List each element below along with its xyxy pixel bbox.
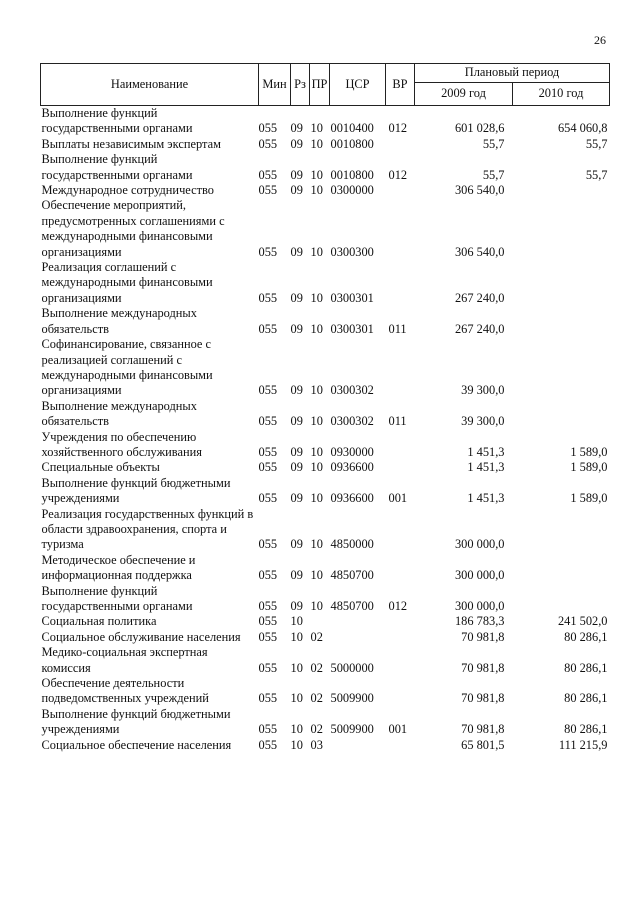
row-name: Выполнение функций бюджетными учреждениями <box>41 706 231 737</box>
row-value-2009: 70 981,8 <box>461 629 505 644</box>
row-value-2010: 1 589,0 <box>570 444 608 459</box>
row-rz: 09 <box>290 568 303 583</box>
row-min: 055 <box>258 321 278 336</box>
row-vr <box>386 430 415 461</box>
row-vr: 001 <box>388 722 408 737</box>
row-min: 055 <box>258 136 278 151</box>
row-min: 055 <box>258 244 278 259</box>
row-pr: 10 <box>310 183 323 198</box>
row-value-2009: 1 451,3 <box>467 460 505 475</box>
row-value-2010 <box>513 584 610 615</box>
row-pr: 10 <box>310 491 323 506</box>
row-vr <box>386 183 415 198</box>
row-csr: 0010800 <box>330 167 374 182</box>
row-value-2009: 186 783,3 <box>454 614 505 629</box>
row-name: Международное сотрудничество <box>41 183 214 198</box>
table-row <box>41 553 610 584</box>
row-value-2010: 241 502,0 <box>557 614 608 629</box>
row-value-2010: 111 215,9 <box>558 737 608 752</box>
row-pr: 10 <box>310 414 323 429</box>
row-vr <box>386 507 415 553</box>
row-pr: 10 <box>310 244 323 259</box>
row-vr: 001 <box>388 491 408 506</box>
table-row <box>41 507 610 553</box>
row-rz: 09 <box>290 599 303 613</box>
row-value-2009: 39 300,0 <box>461 414 505 429</box>
row-name: Выполнение функций государственными органами <box>41 106 193 136</box>
row-value-2010: 80 286,1 <box>564 660 608 675</box>
row-name: Социальная политика <box>41 614 157 629</box>
row-value-2009: 267 240,0 <box>454 290 505 305</box>
table-row <box>41 106 610 137</box>
row-min: 055 <box>258 167 278 182</box>
row-value-2010 <box>513 198 610 260</box>
row-rz: 09 <box>290 183 303 198</box>
row-vr <box>386 260 415 306</box>
row-csr: 4850700 <box>330 568 374 583</box>
row-rz: 10 <box>290 737 303 752</box>
row-pr: 10 <box>310 568 323 583</box>
table-row <box>41 183 610 198</box>
header-csr: ЦСР <box>330 64 386 106</box>
row-rz: 09 <box>290 460 303 475</box>
header-plan-period: Плановый период <box>415 64 610 83</box>
row-min: 055 <box>258 691 278 706</box>
table-row <box>41 137 610 152</box>
row-name: Медико-социальная экспертная комиссия <box>41 645 208 675</box>
table-row <box>41 306 610 337</box>
row-pr: 10 <box>310 444 323 459</box>
row-vr: 011 <box>388 321 407 336</box>
row-vr <box>386 676 415 707</box>
row-csr: 5009900 <box>330 722 374 737</box>
row-name: Реализация государственных функций в области здравоохранения, спорта и туризма <box>41 506 254 552</box>
row-name: Реализация соглашений с международными финансовыми организациями <box>41 260 213 305</box>
table-row <box>41 337 610 399</box>
row-min: 055 <box>258 121 278 136</box>
row-min: 055 <box>258 383 278 398</box>
row-csr: 5000000 <box>330 660 374 675</box>
header-year-2010: 2010 год <box>513 83 610 106</box>
row-rz: 09 <box>290 414 303 429</box>
row-vr: 011 <box>388 414 407 429</box>
table-row <box>41 707 610 738</box>
row-csr <box>330 614 386 629</box>
row-value-2009: 70 981,8 <box>461 660 505 675</box>
table-row <box>41 738 610 753</box>
row-csr <box>330 738 386 753</box>
row-min: 055 <box>258 537 278 552</box>
row-csr <box>330 630 386 645</box>
row-vr: 012 <box>388 121 408 136</box>
row-rz: 09 <box>290 244 303 259</box>
row-name: Обеспечение деятельности подведомственных учреждений <box>41 676 209 706</box>
row-value-2010: 654 060,8 <box>557 121 608 136</box>
row-min: 055 <box>258 414 278 429</box>
row-value-2010: 80 286,1 <box>564 691 608 706</box>
row-pr: 02 <box>310 691 323 706</box>
row-name: Методическое обеспечение и информационная поддержка <box>41 552 196 583</box>
row-name: Софинансирование, связанное с реализацией соглашений с международными финансовыми организациями <box>41 337 213 398</box>
row-pr <box>310 614 330 629</box>
table-row <box>41 152 610 183</box>
row-rz: 09 <box>290 537 303 552</box>
table-row <box>41 198 610 260</box>
row-value-2009: 70 981,8 <box>461 722 505 737</box>
table-row <box>41 460 610 475</box>
table-row <box>41 676 610 707</box>
row-min: 055 <box>258 737 278 752</box>
row-pr: 10 <box>310 290 323 305</box>
row-name: Выполнение функций бюджетными учреждениями <box>41 475 231 506</box>
table-row <box>41 260 610 306</box>
row-value-2009: 300 000,0 <box>454 537 505 552</box>
row-value-2009: 70 981,8 <box>461 691 505 706</box>
row-value-2010: 1 589,0 <box>570 460 608 475</box>
row-value-2009: 65 801,5 <box>461 737 505 752</box>
row-min: 055 <box>258 444 278 459</box>
row-rz: 09 <box>290 121 303 136</box>
row-value-2010 <box>513 183 610 198</box>
row-value-2009: 1 451,3 <box>467 444 505 459</box>
row-value-2009: 306 540,0 <box>454 244 505 259</box>
table-row <box>41 645 610 676</box>
row-csr: 0010400 <box>330 121 374 136</box>
row-min: 055 <box>258 290 278 305</box>
row-name: Учреждения по обеспечению хозяйственного обслуживания <box>41 429 202 459</box>
row-rz: 09 <box>290 383 303 398</box>
row-pr: 03 <box>310 737 323 752</box>
row-pr: 02 <box>310 660 323 675</box>
row-name: Выполнение международных обязательств <box>41 398 197 429</box>
row-name: Обеспечение мероприятий, предусмотренных соглашениями с международными финансовыми организациями <box>41 198 225 259</box>
row-vr <box>386 738 415 753</box>
row-min: 055 <box>258 722 278 737</box>
row-pr: 10 <box>310 537 323 552</box>
header-min: Мин <box>259 64 291 106</box>
header-rz: Рз <box>291 64 310 106</box>
row-pr: 10 <box>310 167 323 182</box>
row-min: 055 <box>258 568 278 583</box>
row-min: 055 <box>258 614 278 629</box>
row-csr: 4850700 <box>330 599 374 613</box>
row-csr: 4850000 <box>330 537 374 552</box>
row-csr: 0300301 <box>330 290 374 305</box>
row-value-2010 <box>513 399 610 430</box>
row-value-2009: 55,7 <box>482 136 505 151</box>
row-value-2010: 80 286,1 <box>564 722 608 737</box>
row-name: Специальные объекты <box>41 460 160 475</box>
row-rz: 09 <box>290 290 303 305</box>
row-rz: 10 <box>290 629 303 644</box>
row-rz: 09 <box>290 444 303 459</box>
table-row <box>41 430 610 461</box>
row-csr: 0936600 <box>330 460 374 475</box>
row-value-2010 <box>513 260 610 306</box>
row-vr: 012 <box>388 167 408 182</box>
row-vr: 012 <box>388 599 408 613</box>
row-pr: 10 <box>310 599 323 613</box>
row-min: 055 <box>258 629 278 644</box>
row-name: Выполнение функций государственными органами <box>41 583 193 613</box>
page-number: 26 <box>594 33 606 47</box>
row-rz: 10 <box>290 614 303 629</box>
table-row <box>41 476 610 507</box>
table-body <box>41 106 610 754</box>
row-csr: 0010800 <box>330 136 374 151</box>
row-rz: 10 <box>290 660 303 675</box>
header-vr: ВР <box>386 64 415 106</box>
row-csr: 0300302 <box>330 383 374 398</box>
row-value-2010: 55,7 <box>585 136 608 151</box>
row-pr: 02 <box>310 629 323 644</box>
row-vr <box>386 137 415 152</box>
row-value-2010: 80 286,1 <box>564 629 608 644</box>
row-csr: 0300000 <box>330 183 374 198</box>
row-vr <box>386 460 415 475</box>
row-value-2010 <box>513 553 610 584</box>
row-name: Выплаты независимым экспертам <box>41 136 221 151</box>
row-name: Социальное обслуживание населения <box>41 629 241 644</box>
row-value-2010 <box>513 337 610 399</box>
row-min: 055 <box>258 491 278 506</box>
row-pr: 10 <box>310 321 323 336</box>
row-value-2009: 55,7 <box>482 167 505 182</box>
row-value-2009: 1 451,3 <box>467 491 505 506</box>
row-value-2010: 55,7 <box>585 167 608 182</box>
row-pr: 10 <box>310 383 323 398</box>
table-row <box>41 584 610 615</box>
row-vr <box>386 614 415 629</box>
row-csr: 0300302 <box>330 414 374 429</box>
row-min: 055 <box>258 599 278 613</box>
row-csr: 0930000 <box>330 444 374 459</box>
row-csr: 0936600 <box>330 491 374 506</box>
row-vr <box>386 645 415 676</box>
row-value-2010: 1 589,0 <box>570 491 608 506</box>
row-rz: 09 <box>290 167 303 182</box>
row-value-2010 <box>513 306 610 337</box>
row-rz: 09 <box>290 321 303 336</box>
row-csr: 0300300 <box>330 244 374 259</box>
row-pr: 10 <box>310 136 323 151</box>
row-csr: 0300301 <box>330 321 374 336</box>
header-year-2009: 2009 год <box>415 83 513 106</box>
row-min: 055 <box>258 183 278 198</box>
row-rz: 09 <box>290 491 303 506</box>
row-vr <box>386 553 415 584</box>
row-csr: 5009900 <box>330 691 374 706</box>
table-row <box>41 399 610 430</box>
row-pr: 10 <box>310 460 323 475</box>
header-pr: ПР <box>310 64 330 106</box>
row-pr: 02 <box>310 722 323 737</box>
row-value-2009: 306 540,0 <box>454 183 505 198</box>
row-min: 055 <box>258 460 278 475</box>
row-rz: 10 <box>290 722 303 737</box>
header-name: Наименование <box>41 64 259 106</box>
row-vr <box>386 337 415 399</box>
row-value-2009: 39 300,0 <box>461 383 505 398</box>
row-vr <box>386 630 415 645</box>
row-min: 055 <box>258 660 278 675</box>
row-rz: 10 <box>290 691 303 706</box>
table-row <box>41 630 610 645</box>
row-value-2009: 601 028,6 <box>454 121 505 136</box>
row-rz: 09 <box>290 136 303 151</box>
row-value-2010 <box>513 507 610 553</box>
row-vr <box>386 198 415 260</box>
budget-table <box>40 63 610 753</box>
row-name: Выполнение международных обязательств <box>41 306 197 336</box>
row-name: Социальное обеспечение населения <box>41 737 232 752</box>
table-row <box>41 614 610 629</box>
row-pr: 10 <box>310 121 323 136</box>
row-value-2009: 300 000,0 <box>454 599 505 613</box>
row-value-2009: 300 000,0 <box>454 568 505 583</box>
row-value-2009: 267 240,0 <box>454 321 505 336</box>
row-name: Выполнение функций государственными органами <box>41 152 193 182</box>
